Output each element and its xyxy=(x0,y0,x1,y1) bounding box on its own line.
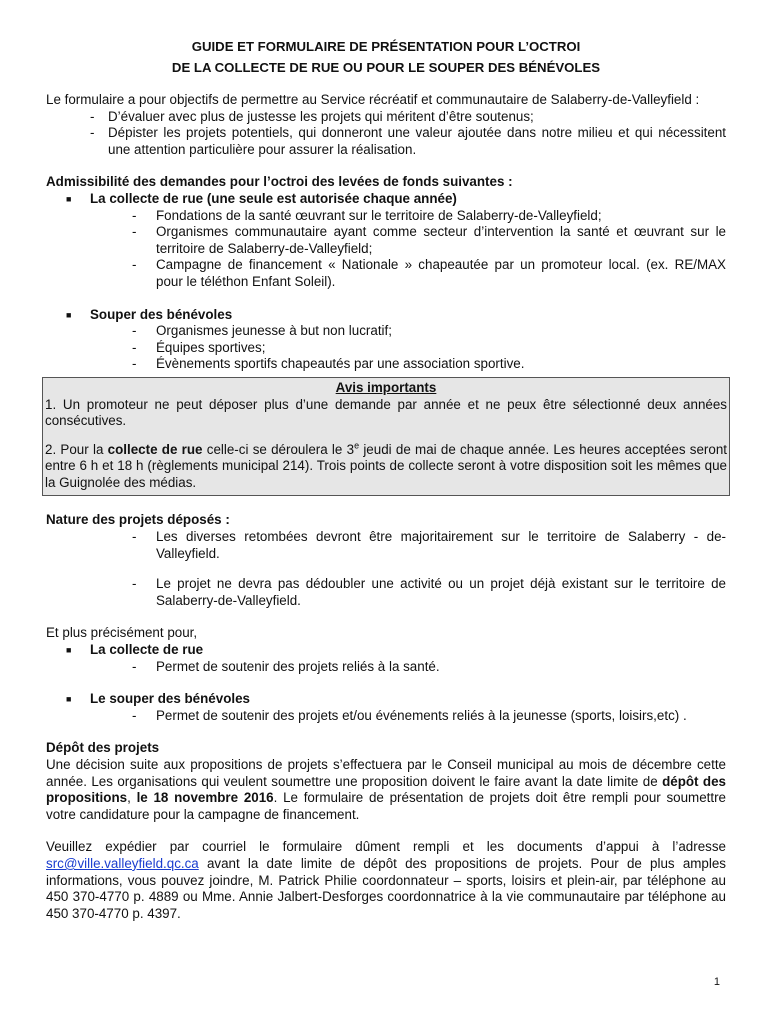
list-item: - Fondations de la santé œuvrant sur le territoire de Salaberry-de-Valleyfield; xyxy=(46,208,726,225)
precis-collecte-title: La collecte de rue xyxy=(90,642,204,658)
list-item: - Évènements sportifs chapeautés par une association sportive. xyxy=(46,356,726,373)
intro-text: Le formulaire a pour objectifs de permettre au Service récréatif et communautaire de Salaberry-de-Valleyfield : xyxy=(46,92,700,107)
list-item: - D’évaluer avec plus de justesse les projets qui méritent d’être soutenus; xyxy=(46,109,726,126)
admissibilite-heading: Admissibilité des demandes pour l’octroi des levées de fonds suivantes : xyxy=(46,174,513,190)
depot-heading: Dépôt des projets xyxy=(46,740,160,756)
nature-heading: Nature des projets déposés : xyxy=(46,512,230,528)
bullet-precis-collecte xyxy=(46,642,726,659)
list-item: - Organismes communautaire ayant comme secteur d’intervention la santé et œuvrant sur le territoire de Salaberry-de-Valleyfield; xyxy=(46,224,726,257)
precis-collecte-list xyxy=(46,659,726,676)
avis-paragraph-2: 2. Pour la collecte de rue celle-ci se déroulera le 3e jeudi de mai de chaque année. Les heures acceptées seront entre 6 h et 18 h (règlements municipal 214). Trois points de collecte seront à votre disposition soit les mêmes que la Guignolée des médias. xyxy=(45,440,727,490)
list-item: - Permet de soutenir des projets reliés à la santé. xyxy=(46,659,726,676)
title-line-1: GUIDE ET FORMULAIRE DE PRÉSENTATION POUR L’OCTROI xyxy=(191,39,581,54)
document-title xyxy=(46,36,726,78)
square-bullet-icon: ■ xyxy=(66,309,72,320)
square-bullet-icon: ■ xyxy=(66,694,72,705)
title-line-2: DE LA COLLECTE DE RUE OU POUR LE SOUPER DES BÉNÉVOLES xyxy=(171,60,601,75)
list-item: - Campagne de financement « Nationale » chapeautée par un promoteur local. (ex. RE/MAX pour le téléthon Enfant Soleil). xyxy=(46,257,726,290)
avis-box xyxy=(42,377,730,497)
email-link[interactable]: src@ville.valleyfield.qc.ca xyxy=(46,855,199,871)
square-bullet-icon: ■ xyxy=(66,193,72,204)
square-bullet-icon: ■ xyxy=(66,645,72,656)
page-number: 1 xyxy=(713,976,720,988)
bullet-precis-souper xyxy=(46,691,726,708)
document-page xyxy=(46,36,726,922)
list-item: - Les diverses retombées devront être majoritairement sur le territoire de Salaberry - de-Valleyfield. xyxy=(46,529,726,562)
depot-paragraph-2: Veuillez expédier par courriel le formulaire dûment rempli et les documents d’appui à l’adresse src@ville.valleyfield.qc.ca avant la date limite de dépôt des propositions de projets. Pour de plus amples informations, vous pouvez joindre, M. Patrick Philie coordonnateur – sports, loisirs et plein-air, par téléphone au 450 370-4770 p. 4889 ou Mme. Annie Jalbert-Desforges coordonnatrice à la vie communautaire par téléphone au 450 370-4770 p. 4397. xyxy=(46,839,726,921)
list-item: - Dépister les projets potentiels, qui donneront une valeur ajoutée dans notre milieu et qui nécessitent une attention particulière pour assurer la réalisation. xyxy=(46,125,726,158)
bullet-collecte xyxy=(46,191,726,208)
list-item: - Le projet ne devra pas dédoubler une activité ou un projet déjà existant sur le territoire de Salaberry-de-Valleyfield. xyxy=(46,576,726,609)
bullet-souper xyxy=(46,307,726,324)
avis-paragraph-1: 1. Un promoteur ne peut déposer plus d’une demande par année et ne peux être sélectionné deux années consécutives. xyxy=(45,396,727,429)
collecte-list xyxy=(46,208,726,291)
intro-list xyxy=(46,109,726,159)
depot-paragraph-1: Une décision suite aux propositions de projets s’effectuera par le Conseil municipal au mois de décembre cette année. Les organisations qui veulent soumettre une proposition doivent le faire avant la date limite de dépôt des propositions, le 18 novembre 2016. Le formulaire de présentation de projets doit être rempli pour soumettre votre candidature pour la campagne de financement. xyxy=(46,757,726,822)
precis-souper-title: Le souper des bénévoles xyxy=(90,691,251,707)
collecte-title: La collecte de rue (une seule est autorisée chaque année) xyxy=(90,190,457,206)
precisement-intro: Et plus précisément pour, xyxy=(46,625,198,641)
list-item: - Organismes jeunesse à but non lucratif; xyxy=(46,323,726,340)
list-item: - Équipes sportives; xyxy=(46,340,726,357)
souper-list xyxy=(46,323,726,373)
list-item: - Permet de soutenir des projets et/ou événements reliés à la jeunesse (sports, loisirs,etc) . xyxy=(46,708,726,725)
souper-title: Souper des bénévoles xyxy=(90,306,233,322)
precis-souper-list xyxy=(46,708,726,725)
nature-list xyxy=(46,529,726,609)
avis-title: Avis importants xyxy=(335,379,437,395)
